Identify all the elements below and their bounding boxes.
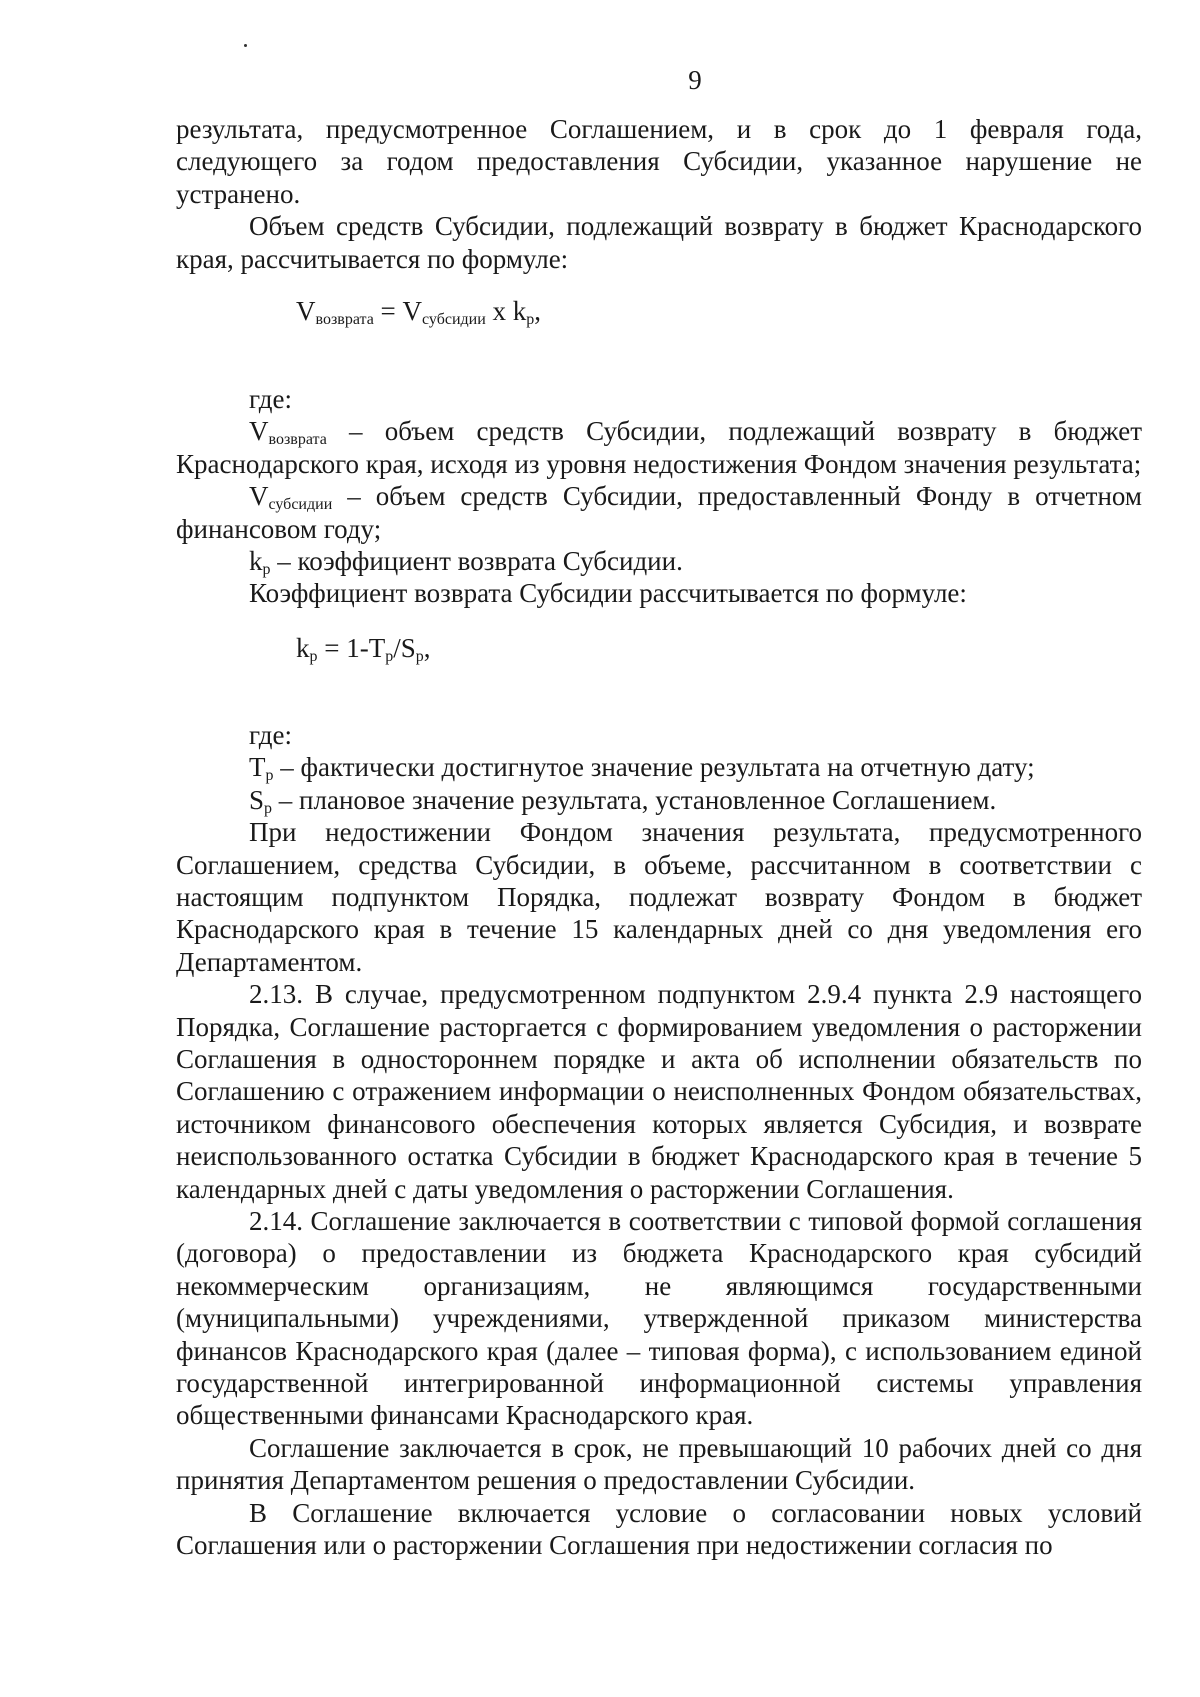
- definition-t: [176, 751, 1142, 783]
- formula-subscript: р: [415, 647, 424, 665]
- paragraph-2-14: 2.14. Соглашение заключается в соответствии с типовой формой соглашения (договора) о предоставлении из бюджета Краснодарского края субсидий некоммерческим организациям, не являющимся государственными (муниципальными) учреждениями, утвержденной приказом министерства финансов Краснодарского края (далее – типовая форма), с использованием единой государственной интегрированной информационной системы управления общественными финансами Краснодарского края.: [176, 1205, 1142, 1431]
- paragraph-return-obligation: При недостижении Фондом значения результата, предусмотренного Соглашением, средства Субсидии, в объеме, рассчитанном в соответствии с настоящим подпунктом Порядка, подлежат возврату Фондом в бюджет Краснодарского края в течение 15 календарных дней со дня уведомления его Департаментом.: [176, 817, 1142, 977]
- paragraph-agreement-term: Соглашение заключается в срок, не превышающий 10 рабочих дней со дня принятия Департаментом решения о предоставлении Субсидии.: [176, 1432, 1142, 1496]
- definition-symbol: V: [249, 416, 269, 447]
- paragraph-continuation: результата, предусмотренное Соглашением, и в срок до 1 февраля года, следующего за годом предоставления Субсидии, указанное нарушение не устранено.: [176, 114, 1142, 209]
- definition-text: – коэффициент возврата Субсидии.: [270, 546, 683, 577]
- definition-subscript: субсидии: [268, 496, 333, 514]
- definition-text: – объем средств Субсидии, подлежащий возврату в бюджет Краснодарского края, исходя из уровня недостижения Фондом значения результата;: [176, 416, 1142, 479]
- definition-symbol: T: [249, 752, 266, 783]
- document-body: [176, 113, 1142, 1561]
- definition-v-subsidii: [176, 480, 1142, 545]
- definition-s: [176, 784, 1142, 816]
- formula-operator: /S: [393, 632, 416, 663]
- formula-punctuation: ,: [534, 296, 542, 327]
- formula-operator: = 1-T: [317, 632, 386, 663]
- definition-subscript: р: [265, 767, 274, 785]
- formula-subscript: р: [526, 311, 535, 329]
- definition-symbol: S: [249, 784, 265, 815]
- paragraph-coefficient-formula-intro: Коэффициент возврата Субсидии рассчитывается по формуле:: [249, 578, 967, 609]
- paragraph-volume-formula-intro: Объем средств Субсидии, подлежащий возврату в бюджет Краснодарского края, рассчитывается по формуле:: [176, 211, 1142, 274]
- formula-symbol: k: [296, 632, 310, 663]
- definition-subscript: р: [264, 799, 273, 817]
- definition-symbol: V: [249, 481, 269, 512]
- definition-symbol: k: [249, 546, 263, 577]
- formula-subscript: р: [385, 647, 394, 665]
- definition-v-vozvrata: [176, 415, 1142, 480]
- paragraph-agreement-condition: В Соглашение включается условие о согласовании новых условий Соглашения или о расторжении Соглашения при недостижении согласия по: [176, 1497, 1142, 1561]
- formula-return-volume: [176, 275, 1142, 337]
- definition-subscript: р: [262, 561, 271, 579]
- formula-coefficient: [176, 610, 1142, 674]
- formula-symbol: k: [512, 296, 527, 327]
- definition-text: – объем средств Субсидии, предоставленный Фонду в отчетном финансовом году;: [176, 481, 1142, 544]
- page-number: 9: [688, 65, 702, 95]
- where-label: где:: [249, 719, 292, 750]
- definition-subscript: возврата: [268, 431, 327, 449]
- paragraph-2-13: 2.13. В случае, предусмотренном подпунктом 2.9.4 пункта 2.9 настоящего Порядка, Соглашение расторгается с формированием уведомления о расторжении Соглашения в одностороннем порядке и акта об исполнении обязательств по Соглашению с отражением информации о неисполненных Фондом обязательствах, источником финансового обеспечения которых является Субсидия, и возврате неиспользованного остатка Субсидии в бюджет Краснодарского края в течение 5 календарных дней с даты уведомления о расторжении Соглашения.: [176, 979, 1142, 1204]
- definition-k: [176, 545, 1142, 577]
- definition-text: – плановое значение результата, установленное Соглашением.: [272, 784, 997, 815]
- formula-subscript: р: [309, 647, 318, 665]
- formula-subscript: возврата: [315, 311, 374, 329]
- formula-operator: x: [485, 296, 513, 327]
- formula-punctuation: ,: [423, 632, 431, 663]
- scan-speck: [244, 44, 247, 47]
- formula-symbol: V: [402, 296, 423, 327]
- formula-operator: =: [373, 296, 403, 327]
- where-label: где:: [249, 384, 292, 415]
- formula-symbol: V: [296, 296, 316, 327]
- definition-text: – фактически достигнутое значение результата на отчетную дату;: [273, 752, 1035, 783]
- formula-subscript: субсидии: [422, 311, 486, 329]
